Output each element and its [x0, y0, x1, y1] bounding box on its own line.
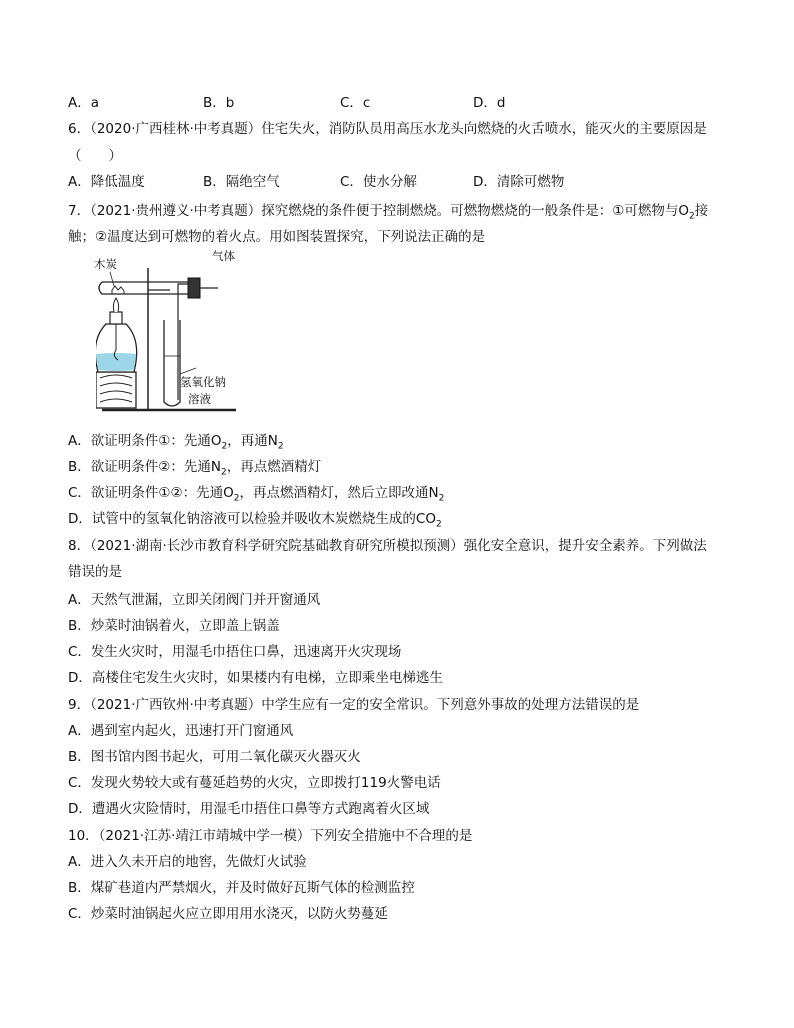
option-c[interactable]: C．c [340, 95, 371, 111]
q10-option-c[interactable]: C．炒菜时油锅起火应立即用用水浇灭，以防火势蔓延 [68, 906, 388, 922]
q7-apparatus-figure [94, 249, 276, 420]
q7-option-b[interactable]: B．欲证明条件②：先通$N_2$，再点燃酒精灯 [68, 459, 322, 478]
q8-option-d[interactable]: D．高楼住宅发生火灾时，如果楼内有电梯，立即乘坐电梯逃生 [68, 670, 443, 686]
q6-stem: 6．（2020·广西桂林·中考真题）住宅失火，消防队员用高压水龙头向燃烧的火舌喷水，能灭火的主要原因是 [68, 121, 707, 137]
q10-option-a[interactable]: A．进入久未开启的地窖，先做灯火试验 [68, 854, 307, 870]
q6-option-a[interactable]: A．降低温度 [68, 174, 145, 190]
option-d[interactable]: D．d [473, 95, 506, 111]
q9-option-a[interactable]: A．遇到室内起火，迅速打开门窗通风 [68, 723, 294, 739]
q7-option-a[interactable]: A．欲证明条件①：先通$O_2$，再通$N_2$ [68, 433, 284, 452]
label-charcoal: 木炭 [94, 257, 117, 271]
q8-option-a[interactable]: A．天然气泄漏，立即关闭阀门并开窗通风 [68, 592, 321, 608]
q9-option-b[interactable]: B．图书馆内图书起火，可用二氧化碳灭火器灭火 [68, 749, 361, 765]
q8-option-c[interactable]: C．发生火灾时，用湿毛巾捂住口鼻，迅速离开火灾现场 [68, 644, 402, 660]
q6-option-d[interactable]: D．清除可燃物 [473, 174, 565, 190]
q8-stem-line2: 错误的是 [68, 564, 122, 580]
q8-stem-line1: 8．（2021·湖南·长沙市教育科学研究院基础教育研究所模拟预测）强化安全意识，提升安全素养。下列做法 [68, 538, 707, 554]
q7-option-d[interactable]: D．试管中的氢氧化钠溶液可以检验并吸收木炭燃烧生成的$CO_2$ [68, 511, 442, 530]
q7-stem-line1: 7．（2021·贵州遵义·中考真题）探究燃烧的条件便于控制燃烧。可燃物燃烧的一般条件是：①可燃物与$O_2$接 [68, 203, 709, 222]
q8-option-b[interactable]: B．炒菜时油锅着火，立即盖上锅盖 [68, 618, 280, 634]
label-naoh-line2: 溶液 [188, 392, 211, 406]
q6-option-c[interactable]: C．使水分解 [340, 174, 417, 190]
q6-options [68, 173, 628, 191]
label-naoh-line1: 氢氧化钠 [180, 375, 226, 389]
q7-stem-line2: 触；②温度达到可燃物的着火点。用如图装置探究，下列说法正确的是 [68, 229, 486, 245]
q9-option-c[interactable]: C．发现火势较大或有蔓延趋势的火灾，立即拨打119火警电话 [68, 775, 441, 791]
q6-option-b[interactable]: B．隔绝空气 [203, 174, 280, 190]
option-a[interactable]: A．a [68, 95, 100, 111]
option-b[interactable]: B．b [203, 95, 235, 111]
q9-stem: 9．（2021·广西钦州·中考真题）中学生应有一定的安全常识。下列意外事故的处理方法错误的是 [68, 697, 640, 713]
label-gas: 气体 [212, 249, 235, 263]
q9-option-d[interactable]: D．遭遇火灾险情时，用湿毛巾捂住口鼻等方式跑离着火区域 [68, 801, 430, 817]
apparatus-diagram [96, 260, 276, 420]
q10-stem: 10．（2021·江苏·靖江市靖城中学一模）下列安全措施中不合理的是 [68, 828, 473, 844]
q7-option-c[interactable]: C．欲证明条件①②：先通$O_2$，再点燃酒精灯，然后立即改通$N_2$ [68, 485, 445, 504]
q10-option-b[interactable]: B．煤矿巷道内严禁烟火，并及时做好瓦斯气体的检测监控 [68, 880, 415, 896]
q6-answer-blank: （ ） [68, 148, 122, 164]
prev-question-options [68, 94, 628, 112]
